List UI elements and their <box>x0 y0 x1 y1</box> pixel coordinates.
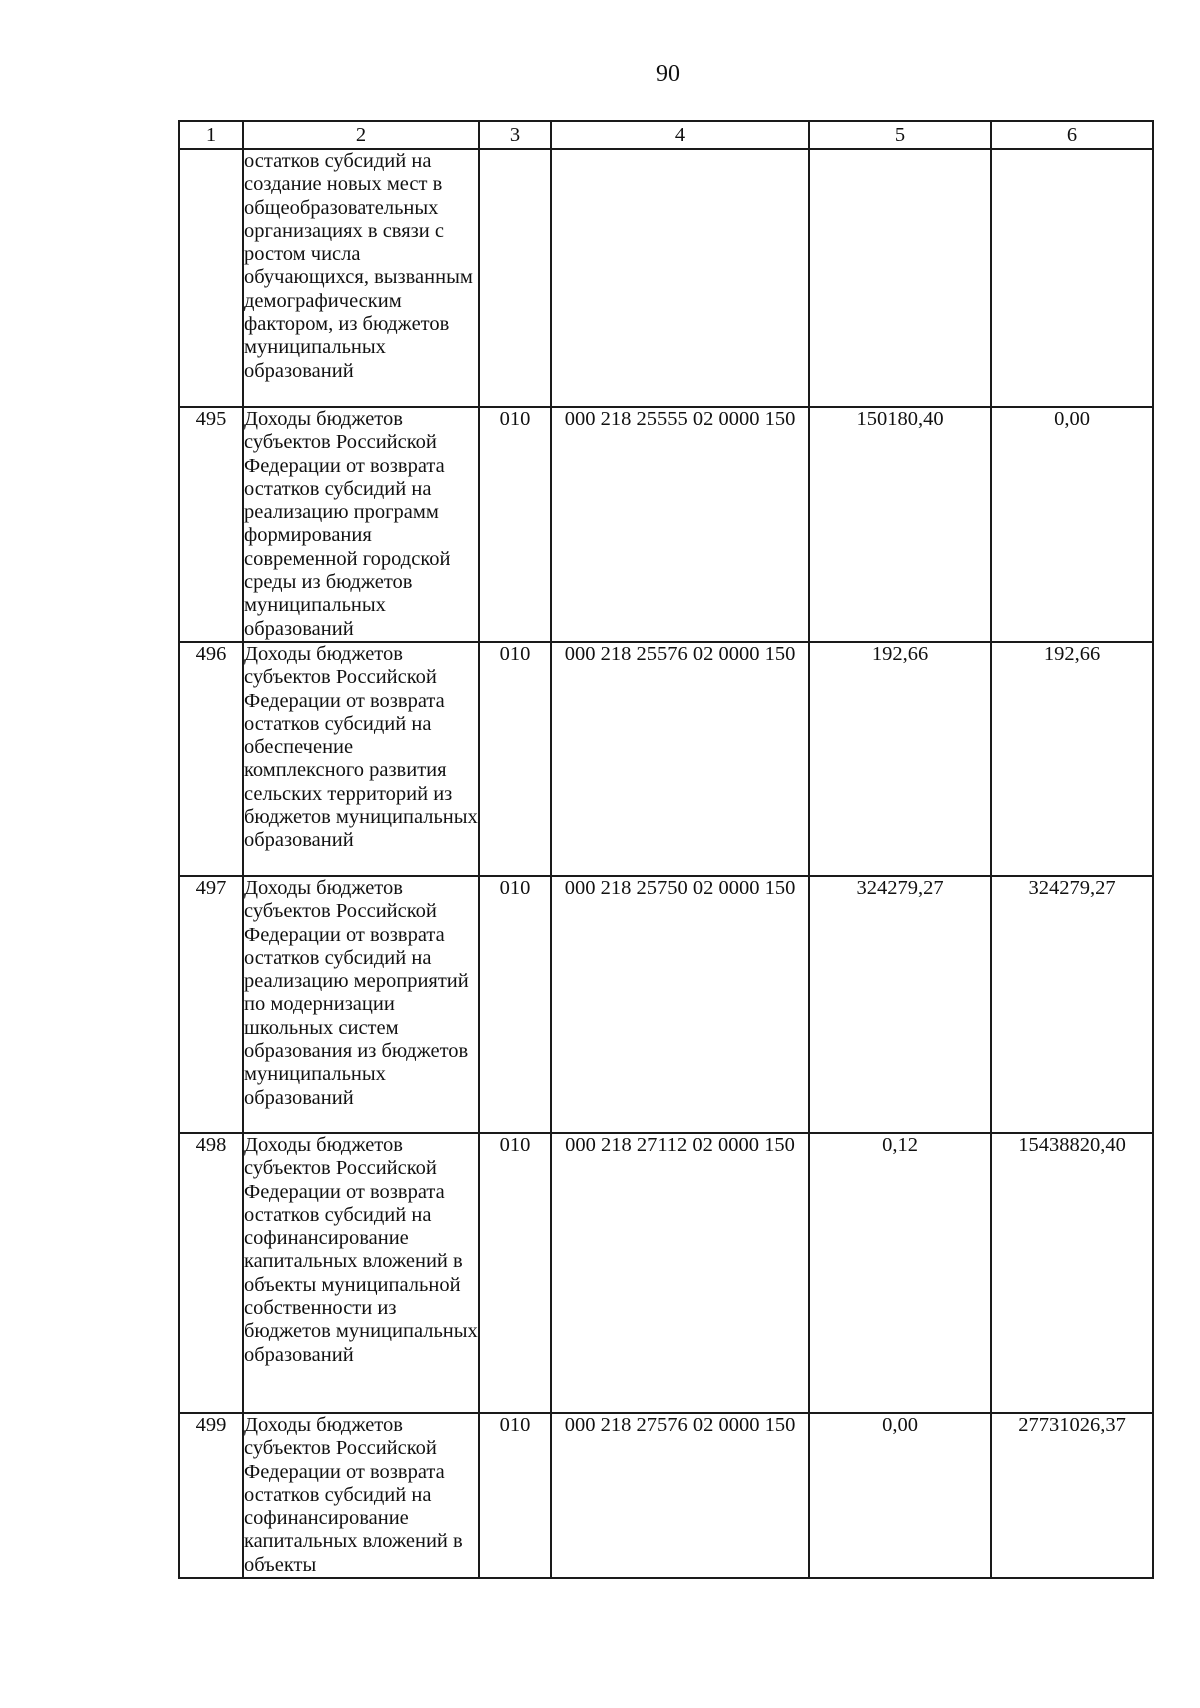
row-number <box>179 149 243 407</box>
amount-col-6: 324279,27 <box>991 876 1153 1133</box>
row-number: 496 <box>179 642 243 876</box>
table-row <box>179 642 1153 876</box>
table-row <box>179 149 1153 407</box>
income-name: остатков субсидий на создание новых мест в общеобразовательных организациях в связи с ростом числа обучающихся, вызванным демографическим фактором, из бюджетов муниципальных образований <box>243 149 479 407</box>
admin-code: 010 <box>479 1413 551 1578</box>
row-number: 497 <box>179 876 243 1133</box>
row-number: 495 <box>179 407 243 642</box>
header-row <box>179 121 1153 149</box>
header-col-5: 5 <box>809 121 991 149</box>
table-row <box>179 1133 1153 1413</box>
amount-col-5: 192,66 <box>809 642 991 876</box>
income-name: Доходы бюджетов субъектов Российской Федерации от возврата остатков субсидий на обеспечение комплексного развития сельских территорий из бюджетов муниципальных образований <box>243 642 479 876</box>
header-col-3: 3 <box>479 121 551 149</box>
amount-col-6: 192,66 <box>991 642 1153 876</box>
row-number: 498 <box>179 1133 243 1413</box>
budget-table <box>178 120 1154 1579</box>
admin-code <box>479 149 551 407</box>
header-col-6: 6 <box>991 121 1153 149</box>
table-body <box>179 149 1153 1578</box>
table-row <box>179 1413 1153 1578</box>
income-name: Доходы бюджетов субъектов Российской Федерации от возврата остатков субсидий на реализацию программ формирования современной городской среды из бюджетов муниципальных образований <box>243 407 479 642</box>
table-header <box>179 121 1153 149</box>
amount-col-5: 0,12 <box>809 1133 991 1413</box>
admin-code: 010 <box>479 1133 551 1413</box>
budget-classification-code: 000 218 27576 02 0000 150 <box>551 1413 809 1578</box>
amount-col-6: 27731026,37 <box>991 1413 1153 1578</box>
header-col-1: 1 <box>179 121 243 149</box>
amount-col-5: 0,00 <box>809 1413 991 1578</box>
income-name: Доходы бюджетов субъектов Российской Федерации от возврата остатков субсидий на софинансирование капитальных вложений в объекты муниципальной собственности из бюджетов муниципальных образований <box>243 1133 479 1413</box>
amount-col-6: 0,00 <box>991 407 1153 642</box>
amount-col-6 <box>991 149 1153 407</box>
row-number: 499 <box>179 1413 243 1578</box>
amount-col-5: 150180,40 <box>809 407 991 642</box>
table-row <box>179 407 1153 642</box>
page-number: 90 <box>656 61 680 87</box>
amount-col-5: 324279,27 <box>809 876 991 1133</box>
budget-classification-code: 000 218 25750 02 0000 150 <box>551 876 809 1133</box>
header-col-4: 4 <box>551 121 809 149</box>
income-name: Доходы бюджетов субъектов Российской Федерации от возврата остатков субсидий на реализацию мероприятий по модернизации школьных систем образования из бюджетов муниципальных образований <box>243 876 479 1133</box>
admin-code: 010 <box>479 876 551 1133</box>
budget-classification-code: 000 218 25555 02 0000 150 <box>551 407 809 642</box>
admin-code: 010 <box>479 642 551 876</box>
header-col-2: 2 <box>243 121 479 149</box>
table-row <box>179 876 1153 1133</box>
budget-classification-code <box>551 149 809 407</box>
budget-classification-code: 000 218 25576 02 0000 150 <box>551 642 809 876</box>
budget-classification-code: 000 218 27112 02 0000 150 <box>551 1133 809 1413</box>
admin-code: 010 <box>479 407 551 642</box>
amount-col-5 <box>809 149 991 407</box>
income-name: Доходы бюджетов субъектов Российской Федерации от возврата остатков субсидий на софинансирование капитальных вложений в объекты <box>243 1413 479 1578</box>
amount-col-6: 15438820,40 <box>991 1133 1153 1413</box>
